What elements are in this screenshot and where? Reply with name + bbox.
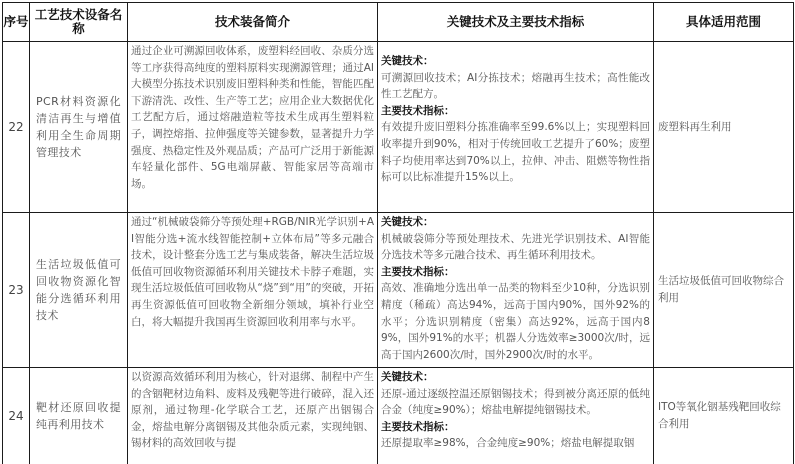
- header-key: 关键技术及主要技术指标: [378, 3, 654, 42]
- key-tech-text: 可溯源回收技术；AI分拣技术；熔融再生技术；高性能改性工艺配方。: [381, 71, 650, 101]
- row-seq: 22: [3, 42, 30, 213]
- row-name: 靶材还原回收提纯再利用技术: [30, 368, 128, 464]
- row-intro-text: 通过“机械破袋筛分等预处理+RGB/NIR光学识别+AI智能分选+流水线智能控制+立体布局”等多元融合技术，设计整套分选工艺与集成装备，解决生活垃圾低值可回收物资源循环利用关键技术卡脖子难题，实现生活垃圾低值可回收物从“烧”到“用”的突破，开拓再生资源低值可回收物全新细分领域，填补行业空白，将大幅提升我国再生资源回收利用率与水平。: [131, 216, 374, 328]
- technology-table: [2, 2, 794, 464]
- row-intro-text: 以资源高效循环利用为核心，针对退绑、制程中产生的含铟靶材边角料、废料及残靶等进行破碎，混入还原剂，通过物理-化学联合工艺，还原产出铟锡合金，熔盐电解分离铟锡及其他杂质元素，实现纯铟、锡材料的高效回收与提: [131, 371, 374, 450]
- row-seq: 24: [3, 368, 30, 464]
- key-indicator-label: 主要技术指标：: [381, 104, 455, 117]
- row-scope: ITO等氧化铟基残靶回收综合利用: [654, 368, 794, 464]
- row-name: 生活垃圾低值可回收物资源化智能分选循环利用技术: [30, 213, 128, 368]
- key-indicator-label: 主要技术指标：: [381, 265, 455, 278]
- row-scope: 废塑料再生利用: [654, 42, 794, 213]
- key-tech-label: 关键技术：: [381, 55, 434, 67]
- row-name: PCR材料资源化清洁再生与增值利用全生命周期管理技术: [30, 42, 128, 213]
- row-intro: [128, 213, 378, 368]
- key-indicator-text: 有效提升废旧塑料分拣准确率至99.6%以上；实现塑料回收率提升到90%，相对于传统回收工艺提升了60%；废塑料子均使用率达到70%以上，拉伸、冲击、阻燃等物性指标可以比标准提升15%以上。: [381, 121, 650, 184]
- row-intro: [128, 368, 378, 464]
- header-name: 工艺技术设备名称: [30, 3, 128, 42]
- row-key-tech: [378, 368, 654, 464]
- table-row: [3, 42, 794, 213]
- row-key-tech: [378, 213, 654, 368]
- key-tech-text: 还原-通过逐级控温还原铟锡技术；得到被分离还原的低纯合金（纯度≥90%）；熔盐电解提纯铟锡技术。: [381, 387, 650, 417]
- row-seq: 23: [3, 213, 30, 368]
- row-intro: [128, 42, 378, 213]
- table-header-row: [3, 3, 794, 42]
- key-tech-label: 关键技术：: [381, 216, 434, 228]
- key-indicator-text: 还原提取率≥98%，合金纯度≥90%；熔盐电解提取铟: [381, 437, 635, 450]
- header-seq: 序号: [3, 3, 30, 42]
- key-tech-text: 机械破袋筛分等预处理技术、先进光学识别技术、AI智能分选技术等多元融合技术、再生循环利用技术。: [381, 232, 650, 262]
- table-row: [3, 213, 794, 368]
- header-intro: 技术装备简介: [128, 3, 378, 42]
- header-scope: 具体适用范围: [654, 3, 794, 42]
- key-indicator-label: 主要技术指标：: [381, 420, 455, 433]
- table-row: [3, 368, 794, 464]
- row-intro-text: 通过企业可溯源回收体系，废塑料经回收、杂质分选等工序获得高纯度的塑料原料实现溯源管理；通过AI大模型分拣技术识别废旧塑料种类和性能，智能匹配下游清洗、改性、生产等工艺；应用企业大数据优化工艺配方后，通过熔融造粒等技术生成再生塑料粒子，调控熔指、拉伸强度等关键参数，显著提升力学强度、热稳定性及外观品质；产品可广泛用于新能源车轻量化部件、5G电端屏蔽、智能家居等高端市场。: [131, 45, 374, 190]
- row-key-tech: [378, 42, 654, 213]
- key-indicator-text: 高效、准确地分选出单一品类的物料至少10种，分选识别精度（稀疏）高达94%，远高于国内90%，国外92%的水平；分选识别精度（密集）高达92%，远高于国内89%，国外91%的水平；机器人分选效率≥3000次/时，远高于国内2600次/时，国外2900次/时的水平。: [381, 282, 650, 361]
- key-tech-label: 关键技术：: [381, 371, 434, 383]
- row-scope: 生活垃圾低值可回收物综合利用: [654, 213, 794, 368]
